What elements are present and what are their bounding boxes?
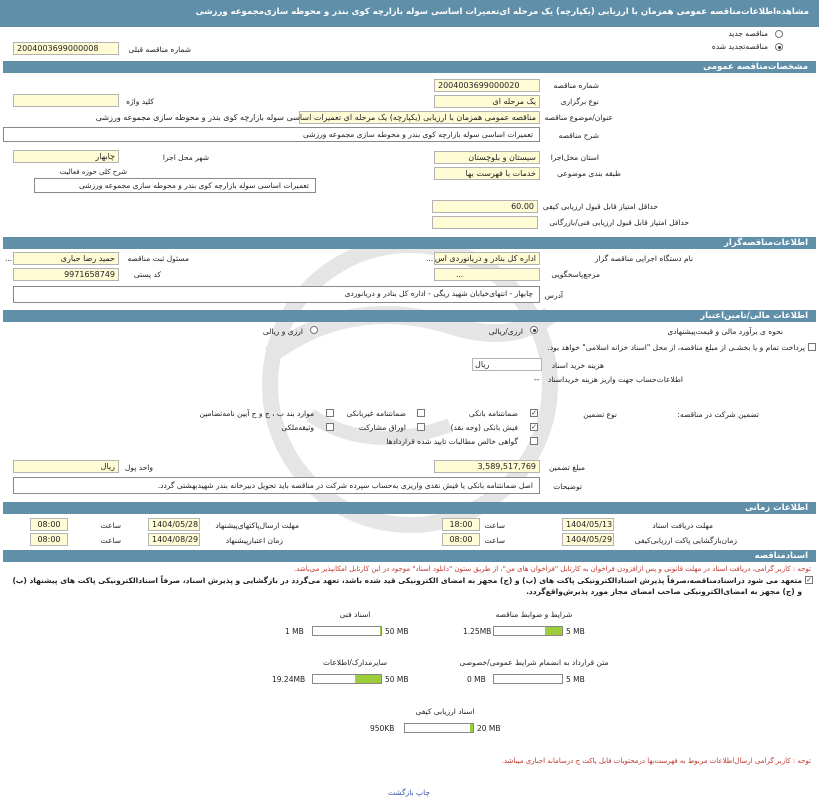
amount-field[interactable]: 3,589,517,769 [434,460,540,473]
keyword-label: کلید واژه [126,97,154,106]
doc-upload-progress-bar [493,626,563,636]
doc-upload-label: اسناد ارزیابی کیفی [415,707,475,716]
radio-new-tender[interactable] [775,30,783,38]
doc-upload-max-size: 50 MB [385,627,409,636]
doc-upload-progress-bar [404,723,474,733]
city-label: شهر محل اجرا [162,153,209,162]
submit-date[interactable]: 1404/05/28 [148,518,200,531]
province-label: استان محل‌اجرا [550,153,599,162]
radio-rial[interactable] [530,326,538,334]
tender-type-field[interactable]: یک مرحله ای [434,95,540,108]
notes-label: توضیحات [553,482,582,491]
doc-upload-progress-bar [312,626,382,636]
section-organizer: اطلاعات‌مناقصه‌گزار [3,237,816,249]
responsible-more[interactable]: ... [5,254,13,263]
doc-upload-current-size: 0 MB [467,675,486,684]
category-field[interactable]: خدمات با فهرست بها [434,167,540,180]
validity-label: زمان اعتبارپیشنهاد [225,536,283,545]
doc-upload-progress-fill [380,627,381,635]
keyword-field[interactable] [13,94,119,107]
section-general: مشخصات‌مناقصه عمومی [3,61,816,73]
doc-upload-label: متن قرارداد به انضمام شرایط عمومی/خصوصی [459,658,609,667]
doc-upload-progress-fill [545,627,562,635]
doc-upload-max-size: 5 MB [566,675,585,684]
doc-commit-checkbox[interactable]: ✓ [806,576,812,584]
validity-date[interactable]: 1404/08/29 [148,533,200,546]
radio-rial-label: ارزی/ریالی [488,327,523,336]
doc-upload-current-size: 1 MB [285,627,304,636]
print-back-link[interactable]: چاپ بازگشت [388,788,430,797]
prev-number-field[interactable]: 2004003699000008 [13,42,119,55]
doc-cost-field[interactable] [472,358,542,371]
doc-upload-label: اسناد فنی [339,610,371,619]
receive-time-label: ساعت [484,521,505,530]
doc-note-2: متعهد می شود دراسنادمناقصه،صرفاً پذیرش اسنادالکترونیکی پاکت های (ب) و (ج) مجهز به امضای الکترونیکی قید شده باشد، تعهد می‌گردد در بازگشایی و پذیرش اسناد، صرفاً اسنادالکترونیکی پاکت های پیشنهاد (ب) و (ج) مجهز به امضای‌الکترونیکی صاحب امضای مجاز مورد پذیرش‌واقع‌گردد. [12,576,802,596]
unit-field[interactable]: ریال [13,460,119,473]
prev-number-label: شماره مناقصه قبلی [128,45,191,54]
doc-upload-max-size: 50 MB [385,675,409,684]
notes-box: اصل ضمانتنامه بانکی یا فیش نقدی واریزی به‌حساب سپرده شرکت در مناقصه باید تحویل دبیرخانه بندر شهیدبهشتی گردد. [13,477,540,494]
min-quality-field[interactable]: 60.00 [432,200,538,213]
description-label: شرح مناقصه [558,131,599,140]
min-tech-label: حداقل امتیاز قابل قبول ارزیابی فنی/بازرگانی [549,218,689,227]
g-nonbank-checkbox[interactable] [417,409,425,417]
account-label: اطلاعات‌حساب جهت واریز هزینه خریداسناد [547,375,683,384]
doc-note-1: توجه : کاربر گرامی، دریافت اسناد در مهلت قانونی و پس ازافزودن فراخوان به کارتابل "فراخوان های من"، از طریق ستون "دانلود اسناد" موجود در این کارتابل امکانپذیر می‌باشد. [293,565,811,573]
subject-label: عنوان/موضوع مناقصه [544,113,613,122]
doc-upload-progress-bar [493,674,563,684]
city-field[interactable]: چابهار [13,150,119,163]
account-value: -- [534,375,540,384]
g-bank-checkbox[interactable]: ✓ [531,409,537,417]
responsible-label: مسئول ثبت مناقصه [127,254,189,263]
validity-time[interactable]: 08:00 [30,533,68,546]
tender-type-label: نوع برگزاری [560,97,599,106]
device-label: نام دستگاه اجرایی مناقصه گزار [594,254,693,263]
g-bonds-label: اوراق مشارکت [358,423,406,432]
scope-label: شرح کلی حوزه فعالیت [59,168,127,176]
receive-date[interactable]: 1404/05/13 [562,518,614,531]
g-property-checkbox[interactable] [326,423,334,431]
description-box: تعمیرات اساسی سوله بازارچه کوی بندر و محوطه سازی مجموعه ورزشی [3,127,540,142]
submit-time-label: ساعت [100,521,121,530]
ref-field[interactable] [434,268,540,281]
g-bonds-checkbox[interactable] [417,423,425,431]
min-tech-field[interactable] [432,216,538,229]
unit-label: واحد پول [124,463,153,472]
address-box: چابهار - انتهای‌خیابان شهید ریگی - اداره کل بنادر و دریانوردی [13,286,540,303]
ref-label: مرجع‌پاسخگویی [551,270,600,279]
doc-upload-current-size: 950KB [370,724,395,733]
responsible-field[interactable]: حمید رضا جباری [13,252,119,265]
amount-label: مبلغ تضمین [548,463,585,472]
address-label: آدرس [544,291,563,300]
subject-field[interactable]: مناقصه عمومی همزمان با ارزیابی (یکپارچه) یک مرحله ای تعمیرات اساسی سوله بازارچه کوی بندر و محوطه سازی مجموعه ورزشی [299,111,540,124]
doc-upload-max-size: 5 MB [566,627,585,636]
radio-renewed-tender[interactable] [775,43,783,51]
receive-time[interactable]: 18:00 [442,518,480,531]
tender-number-label: شماره مناقصه [553,81,599,90]
section-finance: اطلاعات مالی/تامین‌اعتبار [3,310,816,322]
postal-field[interactable]: 9971658749 [13,268,119,281]
tender-number-field[interactable]: 2004003699000020 [434,79,540,92]
doc-upload-max-size: 20 MB [477,724,501,733]
submit-label: مهلت ارسال‌پاکتهای‌پیشنهاد [215,521,299,530]
category-label: طبقه بندی موضوعی [557,169,621,178]
ref-more[interactable]: ... [456,270,464,279]
device-more[interactable]: ... [426,254,434,263]
receive-label: مهلت دریافت اسناد [652,521,713,530]
treasury-text: پرداخت تمام و یا بخشـی از مبلغ مناقصه، از محل "اسناد خزانه اسلامی" خواهد بود. [547,343,805,352]
g-check-label: فیش بانکی (وجه نقد) [450,423,518,432]
open-time[interactable]: 08:00 [442,533,480,546]
g-check-checkbox[interactable]: ✓ [531,423,537,431]
g-law-checkbox[interactable] [326,409,334,417]
radio-currency-label: ارزی و ریالی [262,327,303,336]
submit-time[interactable]: 08:00 [30,518,68,531]
section-documents: اسنادمناقصه [3,550,816,562]
doc-upload-current-size: 1.25MB [463,627,492,636]
radio-currency[interactable] [310,326,318,334]
g-law-label: موارد بند ب ، ج و ج آیین نامه‌تضامین [199,409,314,418]
doc-upload-label: سایرمدارک/اطلاعات [322,658,388,667]
radio-new-label: مناقصه جدید [728,29,768,38]
min-quality-label: حداقل امتیاز قابل قبول ارزیابی کیفی [542,202,658,211]
guarantee-label: تضمین شرکت در مناقصه: [677,410,759,419]
open-time-label: ساعت [484,536,505,545]
doc-cost-unit: ریال [475,360,490,369]
device-field[interactable]: اداره کل بنادر و دریانوردی اس [434,252,540,265]
doc-upload-progress-bar [312,674,382,684]
doc-upload-progress-fill [470,724,473,732]
treasury-checkbox[interactable] [808,343,816,351]
g-cert-checkbox[interactable] [530,437,538,445]
g-nonbank-label: ضمانتنامه غیربانکی [346,409,406,418]
doc-note-3: توجه : کاربر گرامی ارسال‌اطلاعات مربوط به فهرست‌بها درمحتویات فایل پاکت ج درسامانه اجباری میباشد. [501,757,811,765]
doc-cost-label: هزینه خرید اسناد [551,361,604,370]
open-label: زمان‌بازگشایی پاکت ارزیابی‌کیفی [634,536,737,545]
page-title: مشاهده‌اطلاعات‌مناقصه عمومی همزمان با ارزیابی (یکپارچه) یک مرحله ای‌تعمیرات اساسی سوله بازارچه کوی بندر و محوطه سازی‌مجموعه ورزشی [0,0,819,27]
postal-label: کد پستی [133,270,161,279]
open-date[interactable]: 1404/05/29 [562,533,614,546]
g-cert-label: گواهی خالص مطالبات تایید شده قراردادها [386,437,518,446]
radio-renewed-label: مناقصه‌تجدید شده [711,42,768,51]
scope-box: تعمیرات اساسی سوله بازارچه کوی بندر و محوطه سازی مجموعه ورزشی [34,178,316,193]
doc-upload-current-size: 19.24MB [272,675,306,684]
g-property-label: وثیقه‌ملکی [281,423,314,432]
doc-upload-label: شرایط و ضوابط مناقصه [495,610,573,619]
province-field[interactable]: سیستان و بلوچستان [434,151,540,164]
doc-upload-progress-fill [355,675,381,683]
guarantee-type-label: نوع تضمین [583,410,617,419]
section-timing: اطلاعات زمانی [3,502,816,514]
validity-time-label: ساعت [100,536,121,545]
g-bank-label: ضمانتنامه بانکی [468,409,518,418]
estimate-label: نحوه ی برآورد مالی و قیمت‌پیشنهادی [667,327,783,336]
